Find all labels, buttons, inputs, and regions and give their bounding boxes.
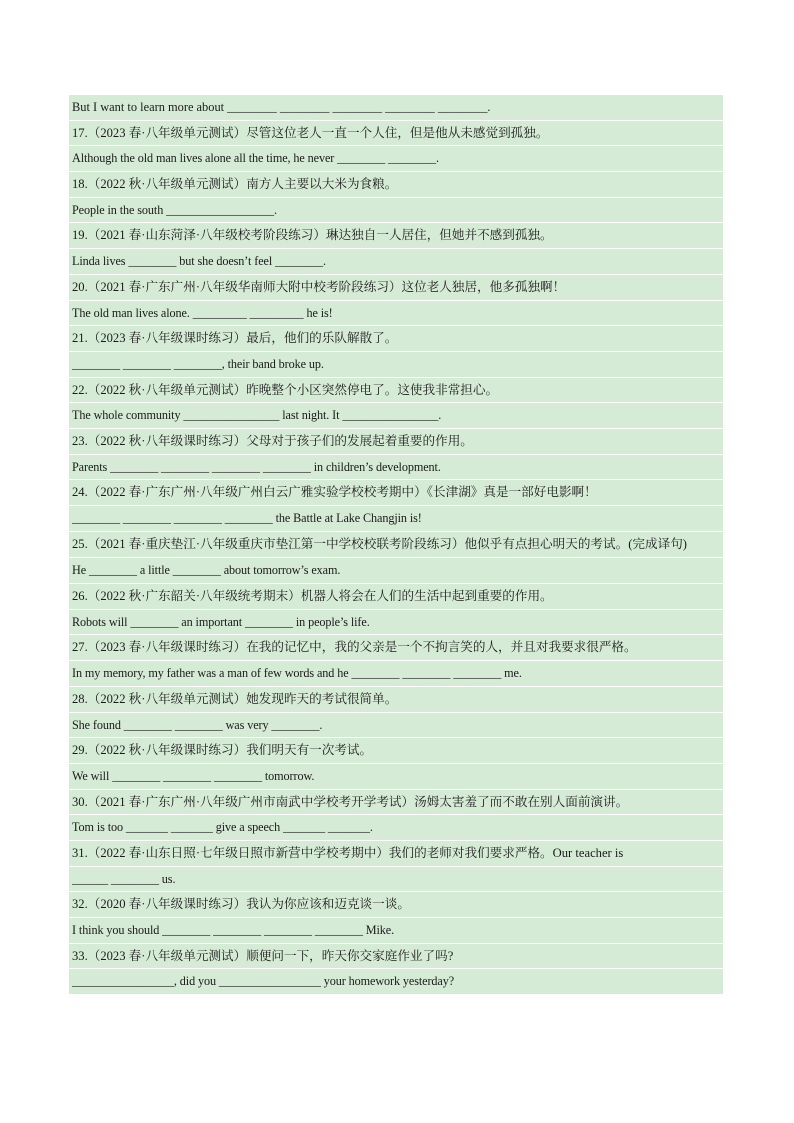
question-line: 32.（2020 春·八年级课时练习）我认为你应该和迈克谈一谈。 (69, 892, 723, 918)
question-line: 19.（2021 春·山东菏泽·八年级校考阶段练习）琳达独自一人居住，但她并不感到孤独。 (69, 223, 723, 249)
answer-line: Although the old man lives alone all the time, he never ________ ________. (69, 146, 723, 172)
answer-line: ________ ________ ________ ________ the Battle at Lake Changjin is! (69, 506, 723, 532)
question-line: 30.（2021 春·广东广州·八年级广州市南武中学校考开学考试）汤姆太害羞了而不敢在别人面前演讲。 (69, 790, 723, 816)
question-line: 28.（2022 秋·八年级单元测试）她发现昨天的考试很简单。 (69, 687, 723, 713)
question-line: 26.（2022 秋·广东韶关·八年级统考期末）机器人将会在人们的生活中起到重要的作用。 (69, 584, 723, 610)
question-line: 20.（2021 春·广东广州·八年级华南师大附中校考阶段练习）这位老人独居，他多孤独啊！ (69, 275, 723, 301)
question-line: 21.（2023 春·八年级课时练习）最后，他们的乐队解散了。 (69, 326, 723, 352)
answer-line: He ________ a little ________ about tomorrow’s exam. (69, 558, 723, 584)
answer-line: In my memory, my father was a man of few words and he ________ ________ ________ me. (69, 661, 723, 687)
question-line: 25.（2021 春·重庆垫江·八年级重庆市垫江第一中学校校联考阶段练习）他似乎有点担心明天的考试。(完成译句) (69, 532, 723, 559)
question-line: 31.（2022 春·山东日照·七年级日照市新营中学校考期中）我们的老师对我们要求严格。Our teacher is (69, 841, 723, 867)
answer-line: I think you should ________ ________ ________ ________ Mike. (69, 918, 723, 944)
question-line: 18.（2022 秋·八年级单元测试）南方人主要以大米为食粮。 (69, 172, 723, 198)
question-line: 17.（2023 春·八年级单元测试）尽管这位老人一直一个人住，但是他从未感觉到孤独。 (69, 121, 723, 147)
worksheet-panel (69, 95, 723, 995)
question-line: 24.（2022 春·广东广州·八年级广州白云广雅实验学校校考期中）《长津湖》真是一部好电影啊！ (69, 480, 723, 506)
answer-line: ______ ________ us. (69, 867, 723, 893)
worksheet-line: But I want to learn more about ________ ________ ________ ________ ________. (69, 95, 723, 121)
answer-line: She found ________ ________ was very ________. (69, 713, 723, 739)
answer-line: Parents ________ ________ ________ ________ in children’s development. (69, 455, 723, 481)
answer-line: Robots will ________ an important ________ in people’s life. (69, 610, 723, 636)
answer-line: ________ ________ ________, their band broke up. (69, 352, 723, 378)
question-line: 33.（2023 春·八年级单元测试）顺便问一下，昨天你交家庭作业了吗? (69, 944, 723, 970)
answer-line: The whole community ________________ last night. It ________________. (69, 403, 723, 429)
answer-line: Linda lives ________ but she doesn’t feel ________. (69, 249, 723, 275)
answer-line: _________________, did you _________________ your homework yesterday? (69, 969, 723, 995)
answer-line: People in the south __________________. (69, 198, 723, 224)
question-line: 23.（2022 秋·八年级课时练习）父母对于孩子们的发展起着重要的作用。 (69, 429, 723, 455)
answer-line: We will ________ ________ ________ tomorrow. (69, 764, 723, 790)
question-line: 22.（2022 秋·八年级单元测试）昨晚整个小区突然停电了。这使我非常担心。 (69, 378, 723, 404)
question-line: 27.（2023 春·八年级课时练习）在我的记忆中，我的父亲是一个不拘言笑的人，并且对我要求很严格。 (69, 635, 723, 661)
answer-line: The old man lives alone. _________ _________ he is! (69, 301, 723, 327)
answer-line: Tom is too _______ _______ give a speech _______ _______. (69, 815, 723, 841)
question-line: 29.（2022 秋·八年级课时练习）我们明天有一次考试。 (69, 738, 723, 764)
